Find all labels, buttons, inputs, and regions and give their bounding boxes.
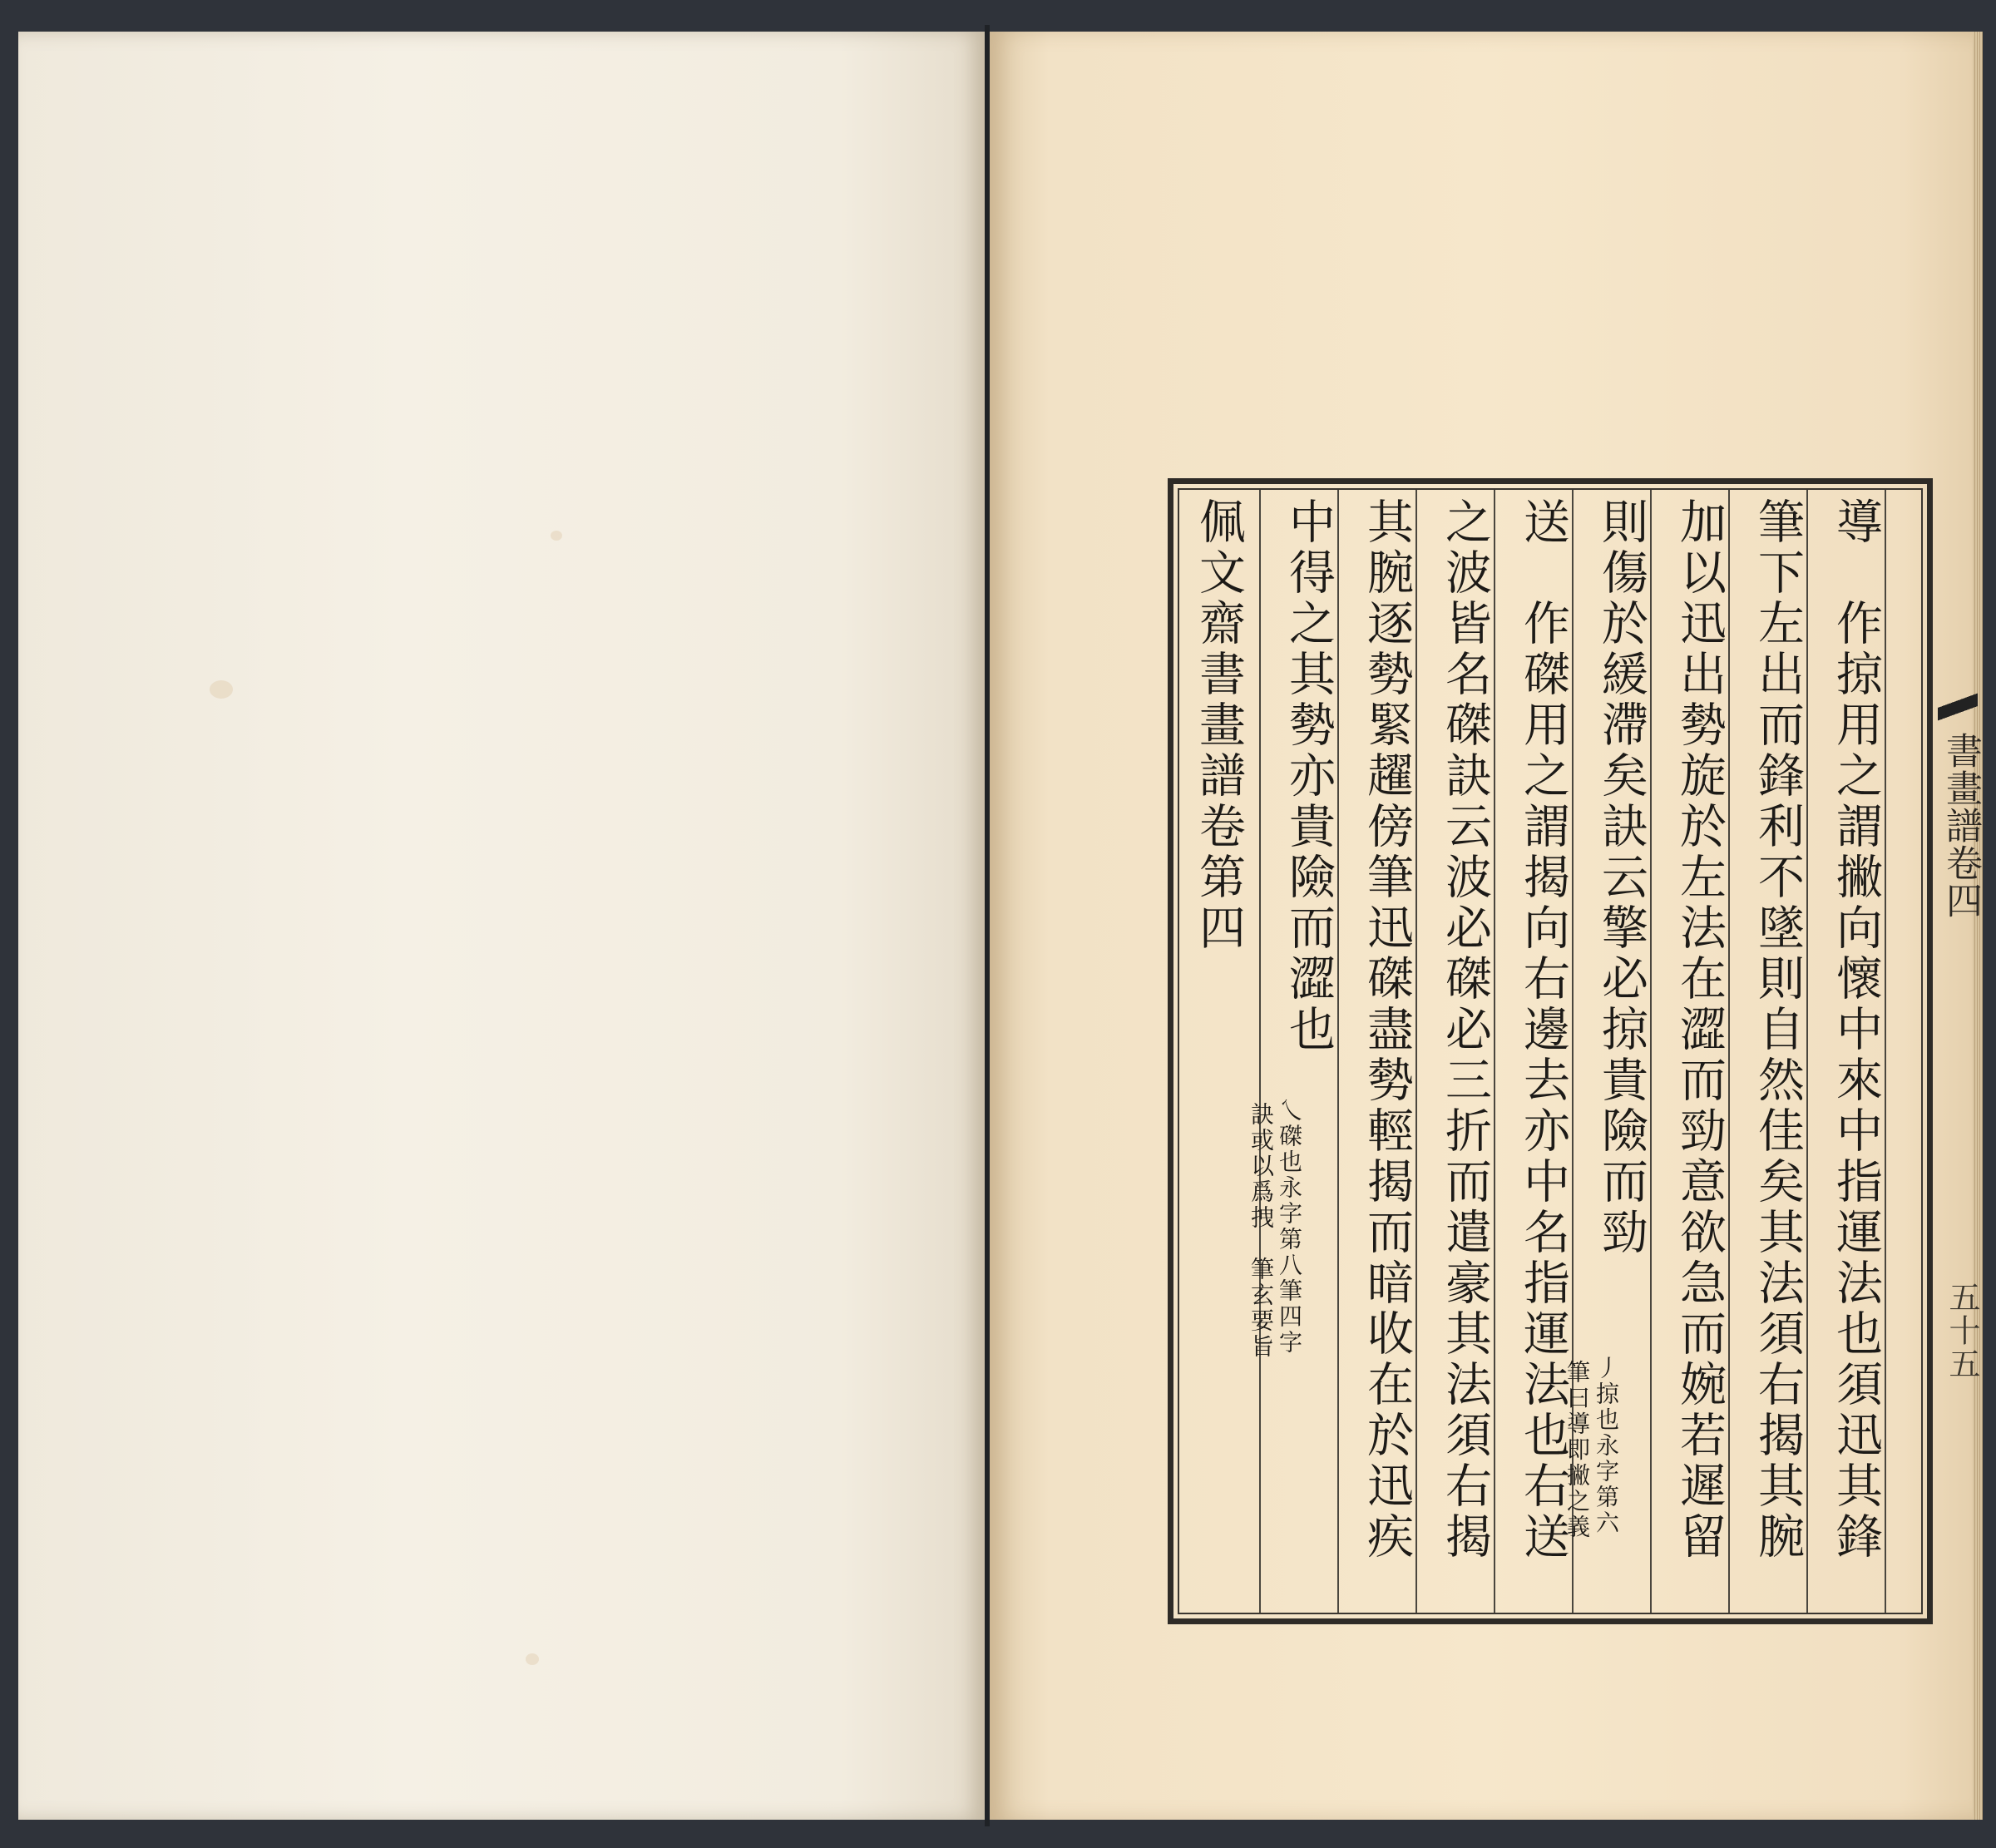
text-column-4: 則傷於緩滯矣訣云擎必掠貴險而勁	[1594, 497, 1648, 1258]
text-column-5: 送 作磔用之謂揭向右邊去亦中名指運法也右送	[1516, 497, 1570, 1563]
page-number: 五十五	[1944, 1281, 1980, 1381]
annotation-col8-a: 乀磔也永字第八筆四字	[1276, 1098, 1303, 1356]
column-rule	[1259, 490, 1261, 1613]
paper-stain	[526, 1653, 539, 1665]
text-column-7: 其腕逐勢緊趯傍筆迅磔盡勢輕揭而暗收在於迅疾	[1360, 497, 1414, 1563]
text-column-1: 導 作掠用之謂撇向懷中來中指運法也須迅其鋒	[1829, 497, 1883, 1563]
column-rule	[1415, 490, 1417, 1613]
fishtail-mark	[1938, 682, 1978, 732]
running-header: 書畫譜卷四	[1939, 732, 1982, 919]
text-column-8: 中得之其勢亦貴險而澀也	[1282, 497, 1336, 1055]
fore-edge	[1973, 32, 1983, 1820]
paper-stain	[210, 680, 233, 699]
left-page	[18, 32, 985, 1820]
column-rule	[1806, 490, 1808, 1613]
annotation-col4-a: 丿掠也永字第六	[1593, 1356, 1620, 1536]
text-column-2: 筆下左出而鋒利不墜則自然佳矣其法須右揭其腕	[1751, 497, 1805, 1563]
annotation-col4-b: 筆曰導即撇之義	[1564, 1360, 1591, 1540]
paper-stain	[551, 531, 562, 541]
column-rule	[1650, 490, 1652, 1613]
text-column-6: 之波皆名磔訣云波必磔必三折而遣豪其法須右揭	[1438, 497, 1492, 1563]
text-column-3: 加以迅出勢旋於左法在澀而勁意欲急而婉若遲留	[1672, 497, 1727, 1563]
column-rule	[1885, 490, 1886, 1613]
column-rule	[1728, 490, 1730, 1613]
volume-title: 佩文齋書畫譜卷第四	[1192, 497, 1246, 954]
annotation-col8-b: 訣或以爲拽 筆玄要旨	[1248, 1102, 1275, 1360]
column-rule	[1494, 490, 1495, 1613]
column-rule	[1337, 490, 1339, 1613]
